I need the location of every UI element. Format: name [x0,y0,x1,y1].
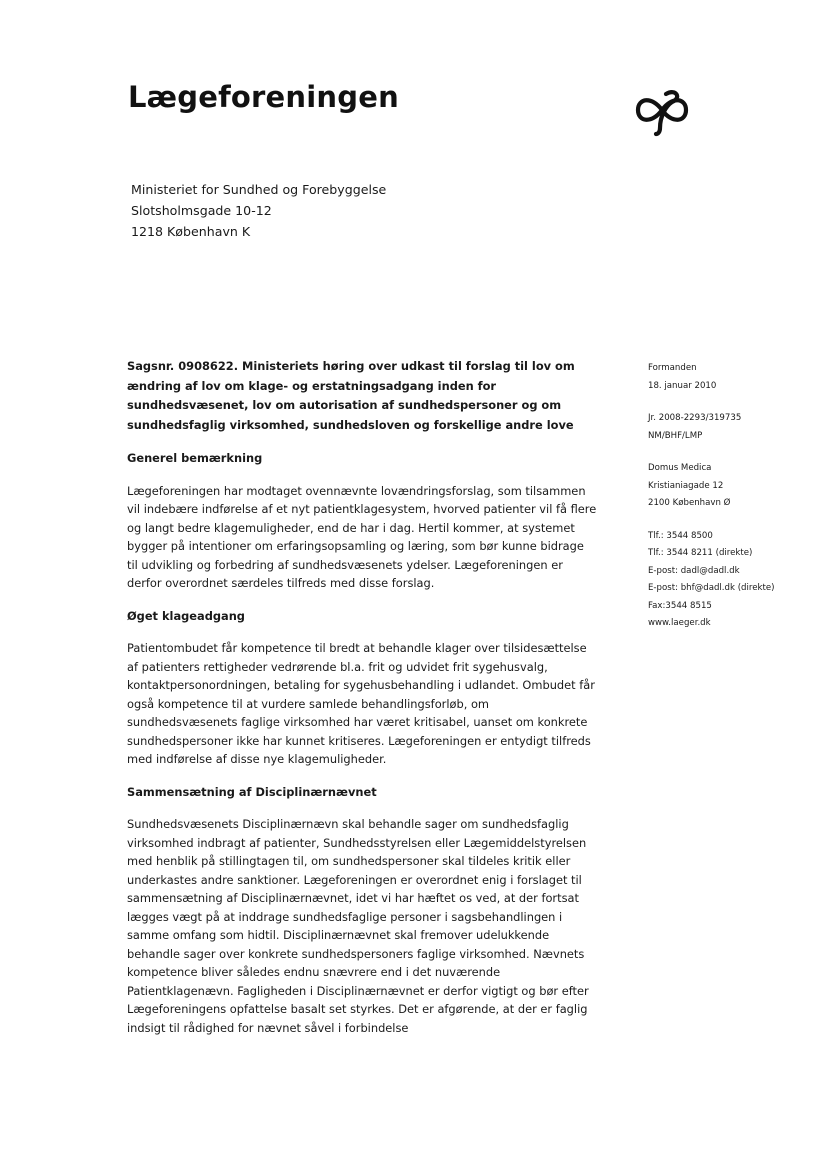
contact-block [648,528,818,633]
section-heading: Øget klageadgang [127,608,245,623]
sidebar-line: 2100 København Ø [648,498,731,508]
sidebar-line: E-post: dadl@dadl.dk [648,565,740,576]
sidebar-line: E-post: bhf@dadl.dk (direkte) [648,583,775,593]
recipient-line: Ministeriet for Sundhed og Forebyggelse [131,182,387,197]
section-paragraph: Patientombudet får kompetence til bredt at behandle klager over tilsidesættelse af patienters rettigheder vedrørende bl.a. frit og udvidet frit sygehusvalg, kontaktpersonordningen, betaling for sygehusbehandling i udlandet. Ombudet får også kompetence til at vurdere samlede behandlingsforløb, om sundhedsvæsenets faglige virksomhed har været kritisabel, uanset om konkrete sundhedspersoner ikke har kunnet kritiseres. Lægeforeningen er entydigt tilfreds med indførelse af disse nye klagemuligheder. [127,641,595,766]
recipient-line: Slotsholmsgade 10-12 [131,203,272,218]
letter-body [127,357,597,1049]
section-heading: Sammensætning af Disciplinærnævnet [127,784,377,799]
sidebar-line: Kristianiagade 12 [648,480,724,491]
sidebar-line: Jr. 2008-2293/319735 [648,413,742,423]
sidebar-line: NM/BHF/LMP [648,430,703,441]
sidebar-line: Fax:3544 8515 [648,600,712,611]
sidebar-line: Tlf.: 3544 8500 [648,530,713,541]
sidebar-line: 18. januar 2010 [648,380,717,391]
sidebar-line: Tlf.: 3544 8211 (direkte) [648,548,753,558]
recipient-address [131,179,386,242]
logo-icon [632,82,692,138]
recipient-line: 1218 København K [131,224,251,239]
sidebar-line: Formanden [648,363,697,373]
sender-sidebar [648,360,818,648]
subject-line: Sagsnr. 0908622. Ministeriets høring over udkast til forslag til lov om ændring af lov om klage- og erstatningsadgang inden for sundhedsvæsenet, lov om autorisation af sundhedspersoner og om sundhedsfaglig virksomhed, sundhedsloven og forskellige andre love [127,359,575,432]
section-heading: Generel bemærkning [127,451,263,465]
section-paragraph: Sundhedsvæsenets Disciplinærnævn skal behandle sager om sundhedsfaglig virksomhed indbragt af patienter, Sundhedsstyrelsen eller Lægemiddelstyrelsen med henblik på stillingtagen til, om sundhedspersoner skal tildeles kritik eller underkastes andre sanktioner. Lægeforeningen er overordnet enig i forslaget til sammensætning af Disciplinærnævnet, idet vi har hæftet os ved, at der fortsat lægges vægt på at inddrage sundhedsfaglige personer i sagsbehandlingen i samme omfang som hidtil. Disciplinærnævnet skal fremover udelukkende behandle sager over konkrete sundhedspersoners faglige virksomhed. Nævnets kompetence bliver således endnu snævrere end i det nuværende Patientklagenævn. Fagligheden i Disciplinærnævnet er derfor vigtigt og bør efter Lægeforeningens opfattelse basalt set styrkes. Det er afgørende, at der er faglig indsigt til rådighed for nævnet såvel i forbindelse [127,817,589,1035]
reference-block [648,410,818,445]
section-paragraph: Lægeforeningen har modtaget ovennævnte lovændringsforslag, som tilsammen vil indebære indførelse af et nyt patientklagesystem, hvorved patienter vil få flere og langt bedre klagemuligheder, end de har i dag. Hertil kommer, at systemet bygger på intentioner om erfaringsopsamling og læring, som bør kunne bidrage til udvikling og forbedring af sundhedsvæsenets ydelser. Lægeforeningen er derfor overordnet særdeles tilfreds med disse forslag. [127,483,597,590]
sender-address-block [648,460,818,513]
date-block [648,360,818,395]
organization-name: Lægeforeningen [128,80,399,114]
sidebar-line: Domus Medica [648,463,712,473]
sidebar-line: www.laeger.dk [648,618,711,628]
